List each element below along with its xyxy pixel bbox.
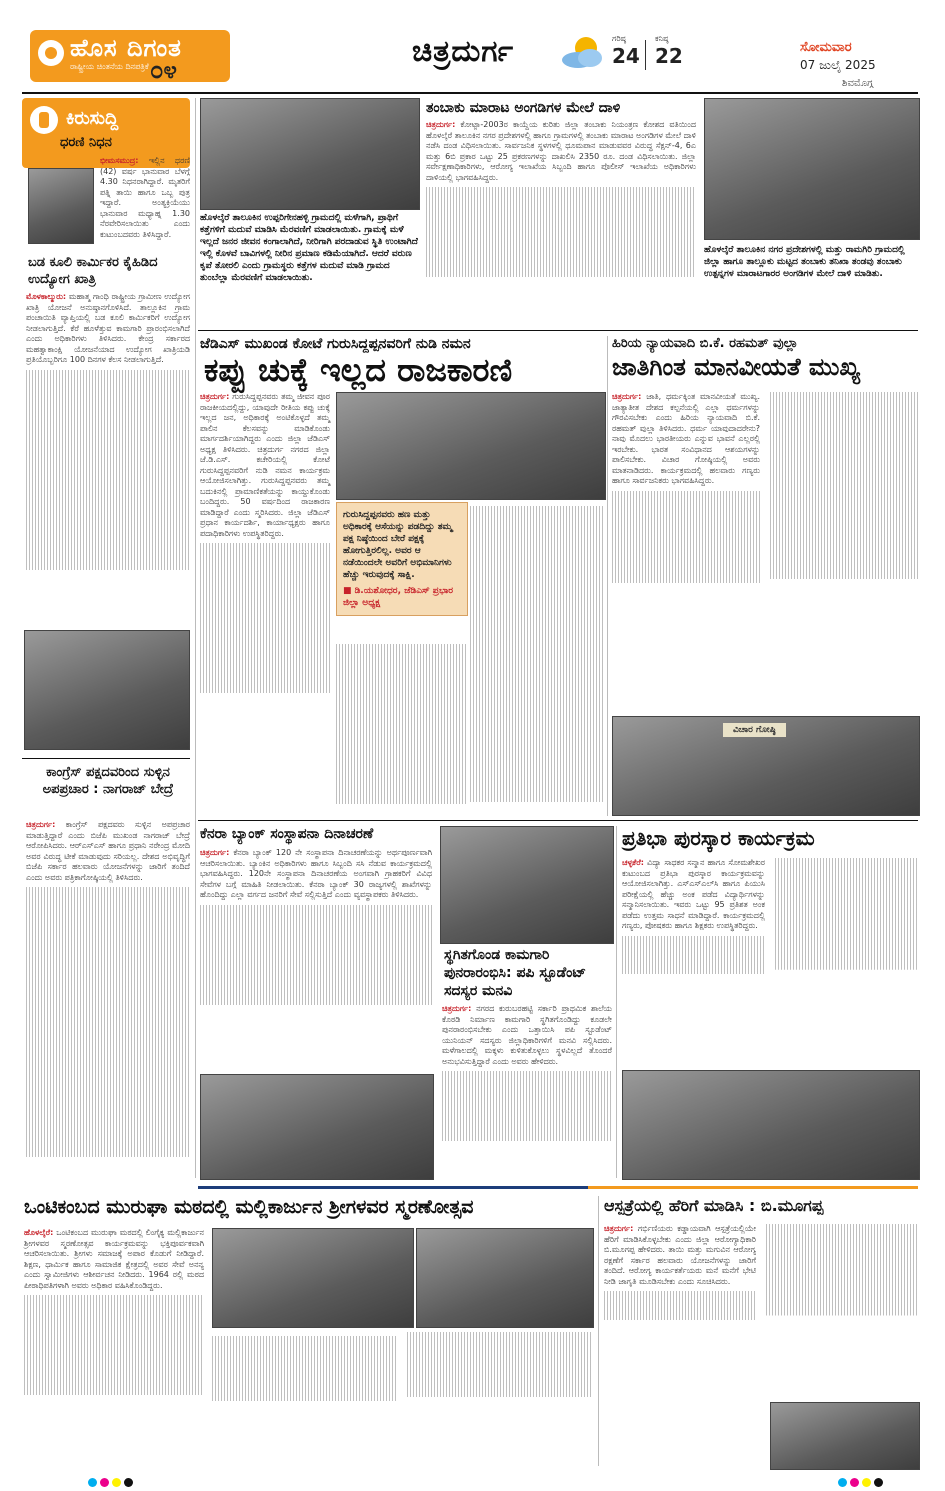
kodi-article-col3	[470, 502, 604, 806]
paper-name: ಹೊಸ ದಿಗಂತ	[70, 34, 182, 62]
hand-icon	[30, 106, 58, 134]
kodi-text-continued	[200, 543, 330, 693]
cong-headline: ಕಾಂಗ್ರೆಸ್ ಪಕ್ಷದವರಿಂದ ಸುಳ್ಳಿನ ಅಪಪ್ರಚಾರ : ನಾಗರಾಜ್ ಬೇದ್ರೆ	[42, 765, 174, 797]
ontikambada-body: ಒಂಟಿಕಂಬದ ಮುರುಘಾ ಮಠದಲ್ಲಿ ಲಿಂಗೈಕ್ಯ ಮಲ್ಲಿಕಾರ್ಜುನ ಶ್ರೀಗಳವರ ಸ್ಮರಣೋತ್ಸವ ಕಾರ್ಯಕ್ರಮವನ್ನು ಭಕ್ತಿಪೂರ್ವಕವಾಗಿ ಆಚರಿಸಲಾಯಿತು. ಶ್ರೀಗಳು ಸಮಾಜಕ್ಕೆ ಅಪಾರ ಕೊಡುಗೆ ನೀಡಿದ್ದಾರೆ. ಶಿಕ್ಷಣ, ಧಾರ್ಮಿಕ ಹಾಗೂ ಸಾಮಾಜಿಕ ಕ್ಷೇತ್ರದಲ್ಲಿ ಅವರ ಸೇವೆ ಅನನ್ಯ ಎಂದು ಸ್ವಾಮೀಜಿಗಳು ಆಶೀರ್ವಚನ ನೀಡಿದರು. 1964 ರಲ್ಲಿ ಮಠದ ಪೀಠಾಧಿಪತಿಗಳಾಗಿ ಅವರು ಅಧಿಕಾರ ವಹಿಸಿಕೊಂಡಿದ್ದರು.	[24, 1228, 204, 1290]
hospital-article	[604, 1224, 918, 1320]
village-donkey-photo	[200, 98, 420, 210]
student-text-continued	[442, 1071, 612, 1141]
prathibha-dateline: ಚಳ್ಳಕೆರೆ:	[622, 858, 644, 867]
pullquote-author: ■ ಡಿ.ಯಶೋಧರ, ಜೆಡಿಎಸ್ ಪ್ರಭಾರ ಜಿಲ್ಲಾ ಅಧ್ಯಕ್ಷ	[343, 586, 454, 608]
student-headline: ಸ್ಥಗಿತಗೊಂಡ ಕಾಮಗಾರಿ ಪುನರಾರಂಭಿಸಿ: ಪಪಿ ಸ್ಟೂಡೆಂಟ್ ಸದಸ್ಯರ ಮನವಿ	[444, 947, 587, 999]
rahamath-headline: ಜಾತಿಗಿಂತ ಮಾನವೀಯತೆ ಮುಖ್ಯ	[612, 353, 861, 381]
canara-tree-planting-photo	[200, 1074, 434, 1180]
canara-body: ಕೆನರಾ ಬ್ಯಾಂಕ್ 120 ನೇ ಸಂಸ್ಥಾಪನಾ ದಿನಾಚರಣೆಯನ್ನು ಅರ್ಥಪೂರ್ಣವಾಗಿ ಆಚರಿಸಲಾಯಿತು. ಬ್ಯಾಂಕಿನ ಅಧಿಕಾರಿಗಳು ಹಾಗೂ ಸಿಬ್ಬಂದಿ ಸಸಿ ನೆಡುವ ಕಾರ್ಯಕ್ರಮದಲ್ಲಿ ಭಾಗವಹಿಸಿದ್ದರು. 120ನೇ ಸಂಸ್ಥಾಪನಾ ದಿನಾಚರಣೆಯ ಅಂಗವಾಗಿ ಗ್ರಾಹಕರಿಗೆ ವಿವಿಧ ಸೇವೆಗಳ ಬಗ್ಗೆ ಮಾಹಿತಿ ನೀಡಲಾಯಿತು. ಕೆನರಾ ಬ್ಯಾಂಕ್ 30 ರಾಜ್ಯಗಳಲ್ಲಿ ಶಾಖೆಗಳನ್ನು ಹೊಂದಿದ್ದು ಎಲ್ಲಾ ವರ್ಗದ ಜನರಿಗೆ ಸೇವೆ ಸಲ್ಲಿಸುತ್ತಿದೆ ಎಂದು ವ್ಯವಸ್ಥಾಪಕರು ತಿಳಿಸಿದರು.	[200, 848, 432, 899]
labour-body: ಮಹಾತ್ಮ ಗಾಂಧಿ ರಾಷ್ಟ್ರೀಯ ಗ್ರಾಮೀಣ ಉದ್ಯೋಗ ಖಾತ್ರಿ ಯೋಜನೆ ಅನುಷ್ಠಾನಗೊಳಿಸಿದೆ. ತಾಲ್ಲೂಕಿನ ಗ್ರಾಮ ಪಂಚಾಯಿತಿ ವ್ಯಾಪ್ತಿಯಲ್ಲಿ ಬಡ ಕೂಲಿ ಕಾರ್ಮಿಕರಿಗೆ ಉದ್ಯೋಗ ನೀಡಲಾಗುತ್ತಿದೆ. ಕೆರೆ ಹೂಳೆತ್ತುವ ಕಾಮಗಾರಿ ಪ್ರಾರಂಭಿಸಲಾಗಿದೆ ಎಂದು ಅಧಿಕಾರಿಗಳು ತಿಳಿಸಿದರು. ಕೇಂದ್ರ ಸರ್ಕಾರದ ಮಹತ್ವಾಕಾಂಕ್ಷಿ ಯೋಜನೆಯಾದ ಉದ್ಯೋಗ ಖಾತ್ರಿಯಡಿ ಪ್ರತಿಯೊಬ್ಬರಿಗೂ 100 ದಿನಗಳ ಕೆಲಸ ನೀಡಲಾಗುತ್ತಿದೆ.	[26, 292, 190, 364]
ontikambada-cont-text	[212, 1332, 592, 1401]
canara-dateline: ಚಿತ್ರದುರ್ಗ:	[200, 848, 230, 857]
temp-divider	[645, 40, 646, 70]
cong-dateline: ಚಿತ್ರದುರ್ಗ:	[26, 820, 56, 829]
rahamath-article	[612, 392, 918, 583]
section-divider-2	[198, 820, 918, 821]
kodi-pullquote	[336, 502, 468, 616]
kodi-event-photo	[336, 392, 606, 500]
labour-photo	[24, 630, 190, 750]
prathibha-awards-photo	[622, 1070, 920, 1180]
tobacco-headline: ತಂಬಾಕು ಮಾರಾಟ ಅಂಗಡಿಗಳ ಮೇಲೆ ದಾಳಿ	[426, 100, 621, 116]
masthead-rule	[22, 92, 918, 94]
student-body: ನಗರದ ಕುರುಬರಹಟ್ಟಿ ಸರ್ಕಾರಿ ಪ್ರಾಥಮಿಕ ಶಾಲೆಯ ಕೊಠಡಿ ನಿರ್ಮಾಣ ಕಾಮಗಾರಿ ಸ್ಥಗಿತಗೊಂಡಿದ್ದು ಕೂಡಲೇ ಪುನರಾರಂಭಿಸಬೇಕು ಎಂದು ಒತ್ತಾಯಿಸಿ ಪಪಿ ಸ್ಟೂಡೆಂಟ್ ಯುನಿಯನ್ ಸದಸ್ಯರು ಜಿಲ್ಲಾಧಿಕಾರಿಗಳಿಗೆ ಮನವಿ ಸಲ್ಲಿಸಿದರು. ಮಳೆಗಾಲದಲ್ಲಿ ಮಕ್ಕಳು ಕುಳಿತುಕೊಳ್ಳಲು ಸ್ಥಳವಿಲ್ಲದೆ ತೊಂದರೆ ಅನುಭವಿಸುತ್ತಿದ್ದಾರೆ ಎಂದು ಅವರು ಹೇಳಿದರು.	[442, 1004, 613, 1066]
cong-body: ಕಾಂಗ್ರೆಸ್ ಪಕ್ಷದವರು ಸುಳ್ಳಿನ ಅಪಪ್ರಚಾರ ಮಾಡುತ್ತಿದ್ದಾರೆ ಎಂದು ಬಿಜೆಪಿ ಮುಖಂಡ ನಾಗರಾಜ್ ಬೇದ್ರೆ ಆರೋಪಿಸಿದರು. ಆರ್‌ಎಸ್‌ಎಸ್ ಹಾಗೂ ಪ್ರಧಾನಿ ನರೇಂದ್ರ ಮೋದಿ ಅವರ ವಿರುದ್ಧ ಟೀಕೆ ಮಾಡುವುದು ಸರಿಯಲ್ಲ. ದೇಶದ ಅಭಿವೃದ್ಧಿಗೆ ಬಿಜೆಪಿ ಸರ್ಕಾರ ಹಲವಾರು ಯೋಜನೆಗಳನ್ನು ಜಾರಿಗೆ ತಂದಿದೆ ಎಂದು ಅವರು ಪತ್ರಿಕಾಗೋಷ್ಠಿಯಲ್ಲಿ ತಿಳಿಸಿದರು.	[26, 820, 190, 882]
ontikambada-text-continued	[24, 1295, 204, 1395]
ontikambada-article-cont	[212, 1332, 592, 1401]
kodi-dateline: ಚಿತ್ರದುರ್ಗ:	[200, 392, 230, 401]
student-memorandum-photo	[440, 826, 614, 944]
kodi-headline: ಕಪ್ಪು ಚುಕ್ಕೆ ಇಲ್ಲದ ರಾಜಕಾರಣಿ	[204, 351, 513, 389]
min-temp-label: ಕನಿಷ್ಠ	[655, 34, 669, 43]
stripe-blue	[198, 1186, 588, 1189]
max-temp-value: 24	[612, 44, 640, 68]
paper-logo[interactable]	[30, 30, 230, 82]
rahamath-dateline: ಚಿತ್ರದುರ್ಗ:	[612, 392, 642, 401]
hospital-body: ಗರ್ಭಿಣಿಯರು ಕಡ್ಡಾಯವಾಗಿ ಆಸ್ಪತ್ರೆಯಲ್ಲಿಯೇ ಹೆರಿಗೆ ಮಾಡಿಸಿಕೊಳ್ಳಬೇಕು ಎಂದು ಜಿಲ್ಲಾ ಆರೋಗ್ಯಾಧಿಕಾರಿ ಬಿ.ಮೂಗಪ್ಪ ಹೇಳಿದರು. ತಾಯಿ ಮತ್ತು ಮಗುವಿನ ಆರೋಗ್ಯ ರಕ್ಷಣೆಗೆ ಸರ್ಕಾರ ಹಲವಾರು ಯೋಜನೆಗಳನ್ನು ಜಾರಿಗೆ ತಂದಿದೆ. ಆರೋಗ್ಯ ಕಾರ್ಯಕರ್ತೆಯರು ಮನೆ ಮನೆಗೆ ಭೇಟಿ ನೀಡಿ ಜಾಗೃತಿ ಮೂಡಿಸಬೇಕು ಎಂದು ಸೂಚಿಸಿದರು.	[604, 1224, 756, 1286]
student-article	[442, 1004, 612, 1145]
ontikambada-article	[24, 1228, 204, 1399]
masthead	[0, 0, 945, 96]
kodi-col2-text	[336, 644, 466, 804]
canara-headline: ಕೆನರಾ ಬ್ಯಾಂಕ್ ಸಂಸ್ಥಾಪನಾ ದಿನಾಚರಣೆ	[200, 826, 374, 842]
cong-text-continued	[26, 887, 190, 1157]
cmyk-marks-right	[838, 1472, 886, 1491]
weekday: ಸೋಮವಾರ	[800, 40, 852, 55]
page-number: ೦೪	[150, 56, 177, 84]
labour-dateline: ಮೊಳಕಾಲ್ಮುರು:	[26, 292, 67, 301]
labour-headline: ಬಡ ಕೂಲಿ ಕಾರ್ಮಿಕರ ಕೈಹಿಡಿದ ಉದ್ಯೋಗ ಖಾತ್ರಿ	[28, 255, 158, 287]
hospital-photo	[770, 1402, 920, 1470]
prathibha-article	[622, 858, 918, 974]
kodi-article-col2	[336, 640, 466, 808]
kodi-body: ಗುರುಸಿದ್ದಪ್ಪನವರು ತಮ್ಮ ಜೀವನ ಪೂರ ರಾಜಕೀಯದಲ್ಲಿದ್ದು, ಯಾವುದೇ ರೀತಿಯ ಕಪ್ಪು ಚುಕ್ಕೆ ಇಲ್ಲದ ಜನ, ಅಧಿಕಾರಕ್ಕೆ ಅಂಟಿಕೊಳ್ಳದೆ ತಮ್ಮ ಪಾಲಿನ ಕೆಲಸವನ್ನು ಮಾಡಿಕೊಂಡು ಮಾರ್ಗದರ್ಶಿಯಾಗಿದ್ದರು ಎಂದು ಜಿಲ್ಲಾ ಜೆಡಿಎಸ್ ಅಧ್ಯಕ್ಷ ತಿಳಿಸಿದರು. ಚಿತ್ರದುರ್ಗ ನಗರದ ಜಿಲ್ಲಾ ಜೆ.ಡಿ.ಎಸ್. ಕಚೇರಿಯಲ್ಲಿ ಕೋಟೆ ಗುರುಸಿದ್ದಪ್ಪನವರಿಗೆ ನುಡಿ ನಮನ ಕಾರ್ಯಕ್ರಮ ಆಯೋಜಿಸಲಾಗಿತ್ತು. ಗುರುಸಿದ್ದಪ್ಪನವರು ತಮ್ಮ ಬದುಕಿನಲ್ಲಿ ಪ್ರಾಮಾಣಿಕತೆಯನ್ನು ಕಾಯ್ದುಕೊಂಡು ಬಂದಿದ್ದರು. 50 ವರ್ಷದಿಂದ ರಾಜಕಾರಣ ಮಾಡಿದ್ದಾರೆ ಎಂದು ಸ್ಮರಿಸಿದರು. ಜಿಲ್ಲಾ ಜೆಡಿಎಸ್ ಪ್ರಧಾನ ಕಾರ್ಯದರ್ಶಿ, ಕಾರ್ಯಾಧ್ಯಕ್ಷರು ಹಾಗೂ ಪದಾಧಿಕಾರಿಗಳು ಉಪಸ್ಥಿತರಿದ್ದರು.	[200, 392, 331, 538]
obituary-dateline: ಭೀಮಸಮುದ್ರ:	[100, 156, 139, 165]
tobacco-dateline: ಚಿತ್ರದುರ್ಗ:	[426, 120, 456, 129]
obituary-text	[100, 156, 190, 240]
vichara-goshti-photo	[612, 716, 920, 816]
vichara-banner: ವಿಚಾರ ಗೋಷ್ಠಿ	[723, 723, 786, 737]
obituary-title: ಧರಣಿ ನಿಧನ	[60, 135, 112, 150]
rahamath-body: ಜಾತಿ, ಧರ್ಮಕ್ಕಿಂತ ಮಾನವೀಯತೆ ಮುಖ್ಯ. ಜಾತ್ಯಾತೀತ ದೇಶದ ಕಲ್ಪನೆಯಲ್ಲಿ ಎಲ್ಲಾ ಧರ್ಮಗಳನ್ನು ಗೌರವಿಸಬೇಕು ಎಂದು ಹಿರಿಯ ನ್ಯಾಯವಾದಿ ಬಿ.ಕೆ. ರಹಮತ್ ವುಲ್ಲಾ ತಿಳಿಸಿದರು. ಧರ್ಮ ಯಾವುದಾದರೇನು? ನಾವು ಮೊದಲು ಭಾರತೀಯರು ಎನ್ನುವ ಭಾವನೆ ಎಲ್ಲರಲ್ಲಿ ಇರಬೇಕು. ಭಾರತ ಸಂವಿಧಾನದ ಆಶಯಗಳನ್ನು ಪಾಲಿಸಬೇಕು. ವಿಚಾರ ಗೋಷ್ಠಿಯಲ್ಲಿ ಅವರು ಮಾತನಾಡಿದರು. ಕಾರ್ಯಕ್ರಮದಲ್ಲಿ ಹಲವಾರು ಗಣ್ಯರು ಹಾಗೂ ಸಾರ್ವಜನಿಕರು ಭಾಗವಹಿಸಿದ್ದರು.	[612, 392, 760, 485]
column-rule-bottom	[598, 1196, 599, 1466]
column-rule-left	[195, 98, 196, 1178]
prathibha-body: ವಿದ್ಯಾ ಸಾಧಕರ ಸನ್ಮಾನ ಹಾಗೂ ಸೋಮಶೇಖರ ಕುಟುಂಬದ ಪ್ರತಿಭಾ ಪುರಸ್ಕಾರ ಕಾರ್ಯಕ್ರಮವನ್ನು ಆಯೋಜಿಸಲಾಗಿತ್ತು. ಎಸ್‌ಎಸ್‌ಎಲ್‌ಸಿ ಹಾಗೂ ಪಿಯುಸಿ ಪರೀಕ್ಷೆಯಲ್ಲಿ ಹೆಚ್ಚು ಅಂಕ ಪಡೆದ ವಿದ್ಯಾರ್ಥಿಗಳನ್ನು ಸನ್ಮಾನಿಸಲಾಯಿತು. ಇವರು ಒಟ್ಟು 95 ಪ್ರತಿಶತ ಅಂಕ ಪಡೆದು ಉತ್ತಮ ಸಾಧನೆ ಮಾಡಿದ್ದಾರೆ. ಕಾರ್ಯಕ್ರಮದಲ್ಲಿ ಗಣ್ಯರು, ಪೋಷಕರು ಹಾಗೂ ಶಿಕ್ಷಕರು ಉಪಸ್ಥಿತರಿದ್ದರು.	[622, 858, 765, 930]
ontikambada-dateline: ಹೊಳಲ್ಕೆರೆ:	[24, 1228, 54, 1237]
canara-text-continued	[200, 905, 432, 1005]
ontikambada-headline: ಒಂಟಿಕಂಬದ ಮುರುಘಾ ಮಠದಲ್ಲಿ ಮಲ್ಲಿಕಾರ್ಜುನ ಶ್ರೀಗಳವರ ಸ್ಮರಣೋತ್ಸವ	[24, 1196, 474, 1218]
pullquote-text: ಗುರುಸಿದ್ದಪ್ಪನವರು ಹಣ ಮತ್ತು ಅಧಿಕಾರಕ್ಕೆ ಆಸೆಯನ್ನು ಪಡದಿದ್ದು ತಮ್ಮ ಪಕ್ಷ ನಿಷ್ಠೆಯಿಂದ ಬೇರೆ ಪಕ್ಷಕ್ಕೆ ಹೋಗುತ್ತಿರಲಿಲ್ಲ. ಅವರ ಆ ನಡೆಯಿಂದಲೇ ಅವರಿಗೆ ಅಭಿಮಾನಿಗಳು ಹೆಚ್ಚು ಇರುವುದಕ್ಕೆ ಸಾಕ್ಷಿ.	[343, 510, 453, 580]
kodi-kicker: ಜೆಡಿಎಸ್ ಮುಖಂಡ ಕೋಟೆ ಗುರುಸಿದ್ದಪ್ಪನವರಿಗೆ ನುಡಿ ನಮನ	[200, 336, 471, 352]
tobacco-body: ಕೋಟ್ಪಾ-2003ರ ಕಾಯ್ದೆಯ ಕುರಿತು ಜಿಲ್ಲಾ ತಂಬಾಕು ನಿಯಂತ್ರಣ ಕೋಶದ ವತಿಯಿಂದ ಹೊಳಲ್ಕೆರೆ ತಾಲೂಕಿನ ನಗರ ಪ್ರದೇಶಗಳಲ್ಲಿ ಹಾಗೂ ಗ್ರಾಮಗಳಲ್ಲಿ ತಂಬಾಕು ಮಾರಾಟ ಅಂಗಡಿಗಳ ಮೇಲೆ ದಾಳಿ ನಡೆಸಿ ದಂಡ ವಿಧಿಸಲಾಯಿತು. ಸಾರ್ವಜನಿಕ ಸ್ಥಳಗಳಲ್ಲಿ ಧೂಮಪಾನ ಮಾಡುವವರ ವಿರುದ್ಧ ಸೆಕ್ಷನ್-4, 6ಎ ಮತ್ತು 6ಬಿ ಪ್ರಕಾರ ಒಟ್ಟು 25 ಪ್ರಕರಣಗಳನ್ನು ದಾಖಲಿಸಿ 2350 ರೂ. ದಂಡ ವಿಧಿಸಲಾಯಿತು. ಜಿಲ್ಲಾ ಸರ್ವೇಕ್ಷಣಾಧಿಕಾರಿಗಳು, ಆರೋಗ್ಯ ಇಲಾಖೆಯ ಸಿಬ್ಬಂದಿ ಹಾಗೂ ಪೊಲೀಸ್ ಇಲಾಖೆಯ ಅಧಿಕಾರಿಗಳು ದಾಳಿಯಲ್ಲಿ ಭಾಗವಹಿಸಿದ್ದರು.	[426, 120, 696, 182]
obituary-body: ಇಲ್ಲಿನ ಧರಣಿ (42) ವರ್ಷ ಭಾನುವಾರ ಬೆಳಗ್ಗೆ 4.30 ನಿಧನರಾಗಿದ್ದಾರೆ. ಮೃತರಿಗೆ ಪತ್ನಿ ತಾಯಿ ಹಾಗೂ ಒಬ್ಬ ಪುತ್ರ ಇದ್ದಾರೆ. ಅಂತ್ಯಕ್ರಿಯೆಯು ಭಾನುವಾರ ಮಧ್ಯಾಹ್ನ 1.30 ನೆರವೇರಿಸಲಾಯಿತು ಎಂದು ಕುಟುಂಬದವರು ತಿಳಿಸಿದ್ದಾರೆ.	[100, 156, 190, 239]
rahamath-kicker: ಹಿರಿಯ ನ್ಯಾಯವಾದಿ ಬಿ.ಕೆ. ರಹಮತ್ ವುಲ್ಲಾ	[612, 336, 799, 351]
min-temp-value: 22	[655, 44, 683, 68]
ontikambada-photo-1	[212, 1228, 414, 1328]
paper-emblem-icon	[38, 40, 64, 66]
column-rule-right	[616, 826, 617, 1178]
max-temp-label: ಗರಿಷ್ಠ	[612, 34, 626, 43]
obituary-photo	[28, 168, 94, 244]
student-dateline: ಚಿತ್ರದುರ್ಗ:	[442, 1004, 472, 1013]
tobacco-article	[426, 120, 696, 281]
tobacco-caption: ಹೊಳಲ್ಕೆರೆ ತಾಲೂಕಿನ ನಗರ ಪ್ರದೇಶಗಳಲ್ಲಿ ಮತ್ತು ರಾಮಗಿರಿ ಗ್ರಾಮದಲ್ಲಿ ಜಿಲ್ಲಾ ಹಾಗೂ ತಾಲ್ಲೂಕು ಮಟ್ಟದ ತಂಬಾಕು ತನಿಖಾ ತಂಡವು ತಂಬಾಕು ಉತ್ಪನ್ನಗಳ ಮಾರಾಟಗಾರರ ಅಂಗಡಿಗಳ ಮೇಲೆ ದಾಳಿ ಮಾಡಿತು.	[704, 245, 905, 279]
cong-article	[26, 820, 190, 1161]
prathibha-headline: ಪ್ರತಿಭಾ ಪುರಸ್ಕಾರ ಕಾರ್ಯಕ್ರಮ	[622, 826, 815, 850]
edition-place: ಶಿವಮೊಗ್ಗ	[842, 78, 874, 89]
max-temp-block	[612, 34, 640, 68]
column-rule-mid	[607, 336, 608, 816]
city-name: ಚಿತ್ರದುರ್ಗ	[412, 34, 515, 69]
hospital-dateline: ಚಿತ್ರದುರ್ಗ:	[604, 1224, 634, 1233]
cmyk-marks-left	[88, 1472, 136, 1491]
section-divider-1	[198, 330, 918, 331]
paper-tagline: ರಾಷ್ಟ್ರೀಯ ಚಿಂತನೆಯ ದಿನಪತ್ರಿಕೆ	[70, 62, 149, 71]
left-divider	[22, 758, 190, 759]
labour-article	[26, 292, 190, 574]
tobacco-text-continued	[426, 187, 696, 277]
kirusuddi-label: ಕಿರುಸುದ್ದಿ	[66, 108, 119, 129]
hospital-headline: ಆಸ್ಪತ್ರೆಯಲ್ಲಿ ಹೆರಿಗೆ ಮಾಡಿಸಿ : ಬಿ.ಮೂಗಪ್ಪ	[604, 1196, 824, 1215]
canara-article	[200, 848, 432, 1009]
min-temp-block	[655, 34, 683, 68]
issue-date: 07 ಜುಲೈ 2025	[800, 58, 876, 72]
kodi-article	[200, 392, 330, 697]
stripe-orange	[588, 1186, 918, 1189]
weather-sun-cloud-icon	[560, 34, 606, 70]
labour-text-continued	[26, 370, 190, 570]
kodi-col3-text	[470, 506, 604, 802]
ontikambada-photo-2	[416, 1228, 594, 1328]
tobacco-raid-photo	[704, 98, 920, 240]
village-caption: ಹೊಳಲ್ಕೆರೆ ತಾಲೂಕಿನ ಉಪ್ಪರಿಗೇನಹಳ್ಳಿ ಗ್ರಾಮದಲ್ಲಿ ಮಳೆಗಾಗಿ, ಪ್ರಾಥಿಗೆ ಕತ್ತೆಗಳಿಗೆ ಮದುವೆ ಮಾಡಿಸಿ ಮೆರವಣಿಗೆ ಮಾಡಲಾಯಿತು. ಗ್ರಾಮಕ್ಕೆ ಮಳೆ ಇಲ್ಲದೆ ಜನರ ಜೀವನ ಕಂಗಾಲಾಗಿದೆ, ನೀರಿಗಾಗಿ ಪರದಾಡುವ ಸ್ಥಿತಿ ಉಂಟಾಗಿದೆ ಇಲ್ಲಿ ಕೊಳವೆ ಬಾವಿಗಳಲ್ಲಿ ನೀರಿನ ಪ್ರಮಾಣ ಕಡಿಮೆಯಾಗಿದೆ. ಆದರೆ ವರುಣ ಕೃಪೆ ತೋರಲಿ ಎಂದು ಗ್ರಾಮಸ್ಥರು ಕತ್ತೆಗಳ ಮದುವೆ ಮಾಡಿ ಗ್ರಾಮದ ತುಂಬೆಲ್ಲಾ ಮೆರವಣಿಗೆ ಮಾಡಲಾಯಿತು.	[200, 213, 418, 283]
